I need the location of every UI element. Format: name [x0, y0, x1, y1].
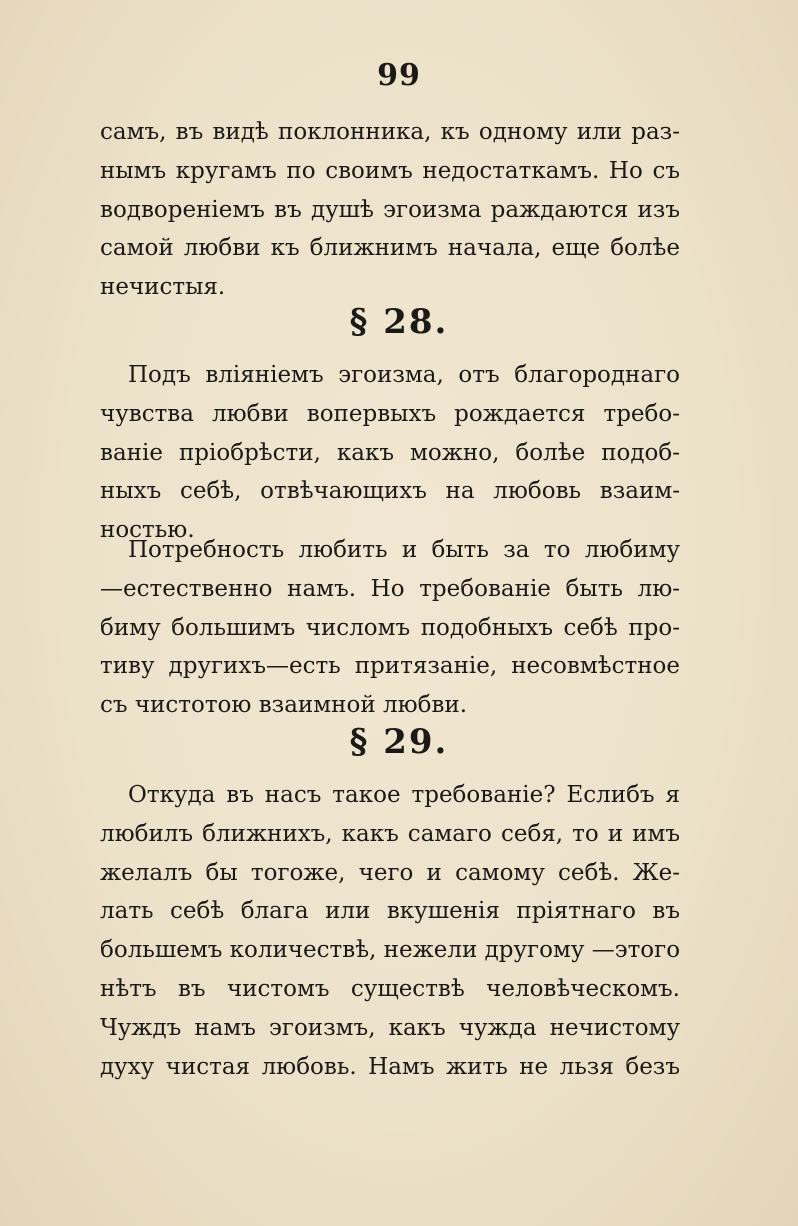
text-line: любилъ ближнихъ, какъ самаго себя, то и имъ [100, 820, 680, 847]
text-line: биму большимъ числомъ подобныхъ себѣ про- [100, 614, 680, 641]
page-number: 99 [377, 58, 421, 93]
section-29-paragraph-1 [100, 776, 680, 1086]
text-line: тиву другихъ—есть притязаніе, несовмѣстное [100, 653, 680, 680]
text-line: съ чистотою взаимной любви. [100, 692, 468, 719]
text-line: самой любви къ ближнимъ начала, еще болѣе [100, 235, 680, 262]
section-heading-28: § 28. [349, 302, 449, 342]
section-28-paragraph-2 [100, 531, 680, 725]
section-heading-29: § 29. [349, 722, 449, 762]
text-line: нымъ кругамъ по своимъ недостаткамъ. Но съ [100, 157, 680, 184]
text-line: нѣтъ въ чистомъ существѣ человѣческомъ. [100, 975, 680, 1002]
text-line: желалъ бы тогоже, чего и самому себѣ. Же- [100, 859, 680, 886]
text-line: ностью. [100, 517, 195, 544]
text-line: самъ, въ видѣ поклонника, къ одному или раз- [100, 119, 680, 145]
text-line: —естественно намъ. Но требованіе быть лю- [100, 575, 680, 602]
text-line: большемъ количествѣ, нежели другому —этого [100, 937, 680, 964]
text-line: ныхъ себѣ, отвѣчающихъ на любовь взаим- [100, 478, 680, 505]
text-line: Потребность любить и быть за то любиму [128, 537, 680, 563]
text-line: ваніе пріобрѣсти, какъ можно, болѣе подоб- [100, 439, 680, 466]
text-line: духу чистая любовь. Намъ жить не льзя безъ [100, 1053, 680, 1080]
text-line: нечистыя. [100, 274, 226, 301]
text-line: Откуда въ насъ такое требованіе? Еслибъ я [128, 782, 680, 808]
section-28-paragraph-1 [100, 356, 680, 550]
intro-paragraph [100, 113, 680, 307]
text-line: лать себѣ блага или вкушенія пріятнаго въ [100, 898, 680, 925]
text-line: водвореніемъ въ душѣ эгоизма раждаются изъ [100, 196, 680, 223]
text-line: Подъ вліяніемъ эгоизма, отъ благороднаго [128, 362, 680, 388]
text-line: Чуждъ намъ эгоизмъ, какъ чужда нечистому [100, 1014, 680, 1041]
text-line: чувства любви вопервыхъ рождается требо- [100, 400, 680, 427]
